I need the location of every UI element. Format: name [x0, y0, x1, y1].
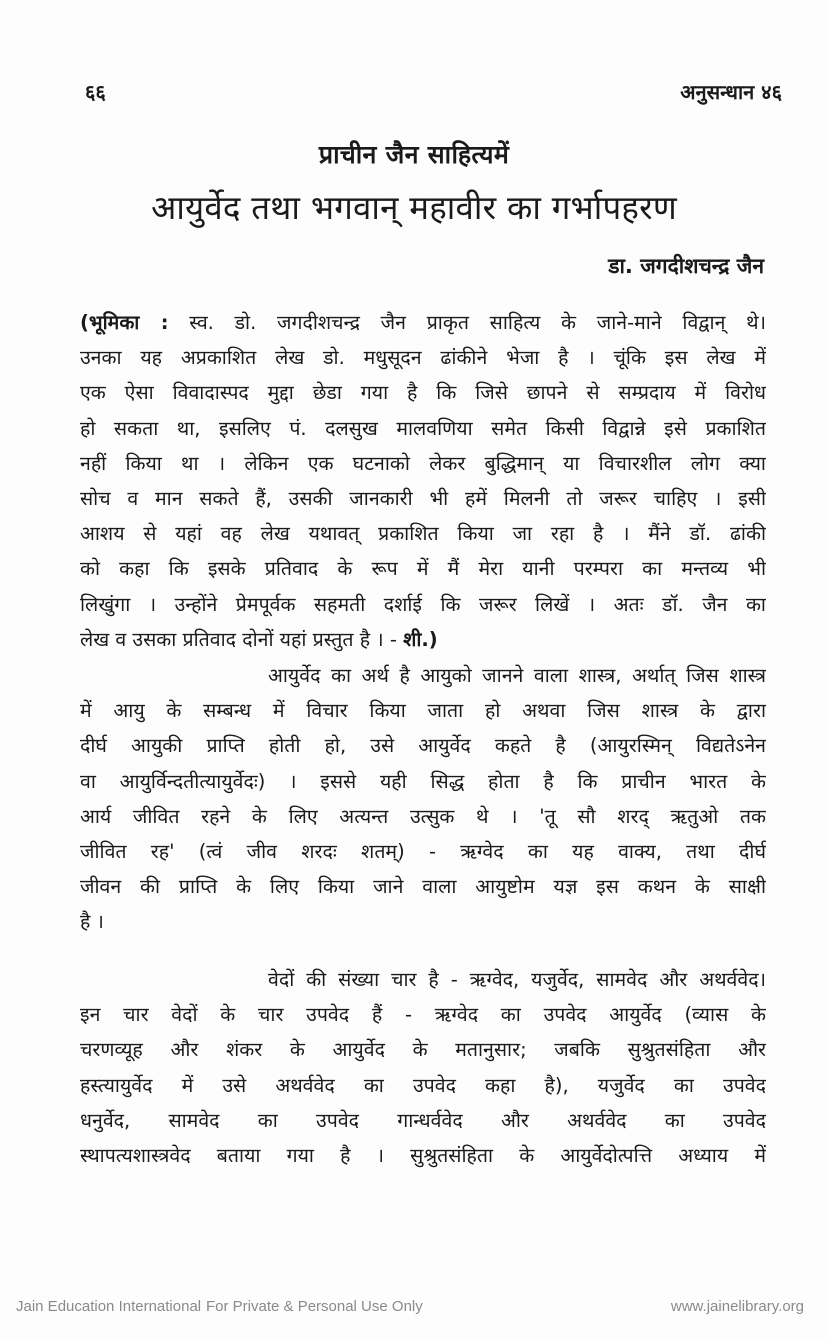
preface-line: सोच व मान सकते हैं, उसकी जानकारी भी हमें मिलनी तो जरूर चाहिए । इसी — [80, 486, 766, 510]
preface-block — [80, 305, 766, 657]
preface-line: लेख व उसका प्रतिवाद दोनों यहां प्रस्तुत है । - शी.) — [80, 627, 438, 651]
paragraph-line: हस्त्यायुर्वेद में उसे अथर्ववेद का उपवेद कहा है), यजुर्वेद का उपवेद — [80, 1073, 766, 1097]
paragraph-ayurveda-meaning — [80, 658, 766, 940]
page-footer — [16, 1298, 804, 1318]
footer-website: www.jainelibrary.org — [670, 1298, 804, 1315]
paragraph-line: में आयु के सम्बन्ध में विचार किया जाता हो अथवा जिस शास्त्र के द्वारा — [80, 699, 766, 723]
preface-line: हो सकता था, इसलिए पं. दलसुख मालवणिया समेत किसी विद्वान्ने इसे प्रकाशित — [80, 416, 766, 440]
article-title: आयुर्वेद तथा भगवान् महावीर का गर्भापहरण — [151, 188, 677, 227]
preface-line: लिखुंगा । उन्होंने प्रेमपूर्वक सहमती दर्शाई कि जरूर लिखें । अतः डॉ. जैन का — [80, 592, 766, 616]
preface-line: उनका यह अप्रकाशित लेख डो. मधुसूदन ढांकीने भेजा है । चूंकि इस लेख में — [80, 346, 766, 370]
footer-publisher: Jain Education International — [16, 1298, 202, 1315]
preface-line: नहीं किया था । लेकिन एक घटनाको लेकर बुद्धिमान् या विचारशील लोग क्या — [80, 451, 766, 475]
article-subtitle: प्राचीन जैन साहित्यमें — [318, 140, 510, 169]
paragraph-line: आर्य जीवित रहने के लिए अत्यन्त उत्सुक थे । 'तू सौ शरद् ऋतुओ तक — [80, 804, 766, 828]
paragraph-vedas — [80, 962, 766, 1173]
paragraph-line: आयुर्वेद का अर्थ है आयुको जानने वाला शास्त्र, अर्थात् जिस शास्त्र — [268, 664, 766, 687]
paragraph-line: इन चार वेदों के चार उपवेद हैं - ऋग्वेद का उपवेद आयुर्वेद (व्यास के — [80, 1003, 766, 1027]
paragraph-line: जीवित रह' (त्वं जीव शरदः शतम्) - ऋग्वेद का यह वाक्य, तथा दीर्घ — [80, 839, 766, 863]
paragraph-line: वा आयुर्विन्दतीत्यायुर्वेदः) । इससे यही सिद्ध होता है कि प्राचीन भारत के — [80, 769, 766, 793]
paragraph-line: है । — [80, 910, 104, 934]
page-number: ६६ — [85, 80, 106, 104]
paragraph-line: दीर्घ आयुकी प्राप्ति होती हो, उसे आयुर्वेद कहते है (आयुरस्मिन् विद्यतेऽनेन — [80, 734, 766, 758]
preface-line: को कहा कि इसके प्रतिवाद के रूप में मैं मेरा यानी परम्परा का मन्तव्य भी — [80, 557, 766, 581]
paragraph-line: वेदों की संख्या चार है - ऋग्वेद, यजुर्वेद, सामवेद और अथर्ववेद। — [268, 968, 766, 991]
preface-line: आशय से यहां वह लेख यथावत् प्रकाशित किया जा रहा है । मैंने डॉ. ढांकी — [80, 522, 766, 546]
footer-usage-note: For Private & Personal Use Only — [206, 1298, 423, 1315]
preface-line: एक ऐसा विवादास्पद मुद्दा छेडा गया है कि जिसे छापने से सम्प्रदाय में विरोध — [80, 381, 766, 405]
paragraph-line: स्थापत्यशास्त्रवेद बताया गया है । सुश्रुतसंहिता के आयुर्वेदोत्पत्ति अध्याय में — [80, 1143, 766, 1167]
paragraph-line: धनुर्वेद, सामवेद का उपवेद गान्धर्ववेद और अथर्ववेद का उपवेद — [80, 1108, 766, 1132]
journal-title: अनुसन्धान ४६ — [680, 80, 782, 104]
preface-signature: शी.) — [403, 627, 438, 651]
paragraph-line: चरणव्यूह और शंकर के आयुर्वेद के मतानुसार; जबकि सुश्रुतसंहिता और — [80, 1038, 766, 1062]
preface-label: (भूमिका : — [80, 311, 169, 334]
page-header — [85, 78, 782, 108]
paragraph-line: जीवन की प्राप्ति के लिए किया जाने वाला आयुष्टोम यज्ञ इस कथन के साक्षी — [80, 875, 766, 899]
preface-line: (भूमिका : स्व. डो. जगदीशचन्द्र जैन प्राकृत साहित्य के जाने-माने विद्वान् थे। — [80, 311, 766, 334]
article-author: डा. जगदीशचन्द्र जैन — [608, 254, 764, 278]
